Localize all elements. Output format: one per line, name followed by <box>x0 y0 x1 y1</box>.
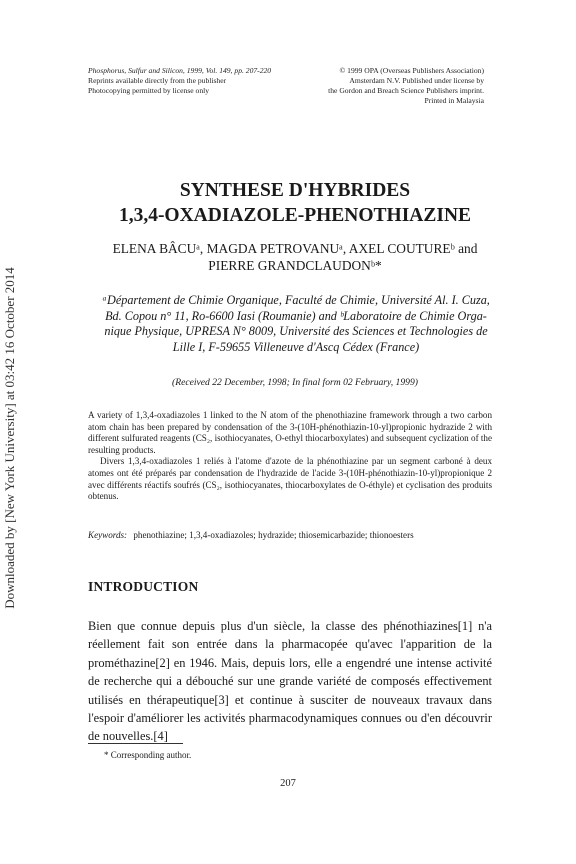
footnote: * Corresponding author. <box>104 750 192 760</box>
abstract <box>88 410 492 503</box>
affiliation-line: Lille I, F-59655 Villeneuve d'Ascq Cédex (France) <box>172 339 420 354</box>
introduction-paragraph: Bien que connue depuis plus d'un siècle, la classe des phénothiazines[1] n'a réellement fait son entrée dans la pharmacopée qu'avec l'apparition de la prométhazine[2] en 1946. Mais, depuis lors, elle a engendré une intense activité de recherche qui a débouché sur une grande variété de composés effectivement utilisés en thérapeutique[3] et continue à susciter de nouveaux travaux dans l'espoir d'améliorer les activités pharmacodynamiques connues ou d'en découvrir de nouvelles.[4] <box>88 619 492 744</box>
keywords-label: Keywords: <box>88 530 128 540</box>
article-title <box>60 178 530 228</box>
affiliation-line: Bd. Copou n° 11, Ro-6600 Iasi (Roumanie) and ᵇLaboratoire de Chimie Orga- <box>105 308 487 323</box>
copyright-line: © 1999 OPA (Overseas Publishers Association) <box>339 66 484 75</box>
introduction-body <box>88 617 492 746</box>
abstract-french: Divers 1,3,4-oxadiazoles 1 reliés à l'atome d'azote de la phénothiazine par un segment carboné à deux atomes ont été préparés par condensation de l'hydrazide de l'acide 3-(10H-phénothiazin-10-yl)propionique 2 avec différents réactifs soufrés (CS₂, isothiocyanates, thiocarboxylates de O-éthyle) et cyclisation des produits obtenus. <box>88 456 492 502</box>
journal-citation: Phosphorus, Sulfur and Silicon, 1999, Vol. 149, pp. 207-220 <box>88 66 272 75</box>
section-heading: INTRODUCTION <box>88 579 199 594</box>
reprints-note: Reprints available directly from the publisher <box>88 76 227 85</box>
footnote-divider <box>88 743 183 744</box>
author-list <box>70 240 520 274</box>
title-line-2: 1,3,4-OXADIAZOLE-PHENOTHIAZINE <box>118 205 472 226</box>
printed-in-line: Printed in Malaysia <box>424 96 484 105</box>
imprint-line: the Gordon and Breach Science Publishers imprint. <box>328 86 484 95</box>
publisher-line: Amsterdam N.V. Published under license by <box>349 76 484 85</box>
affiliations <box>78 293 514 355</box>
title-line-1: SYNTHESE D'HYBRIDES <box>179 180 411 201</box>
journal-citation-header <box>88 66 271 96</box>
download-watermark: Downloaded by [New York University] at 03:42 16 October 2014 <box>2 267 17 609</box>
copyright-header <box>328 66 484 106</box>
authors-line-1: ELENA BÂCUᵃ, MAGDA PETROVANUᵃ, AXEL COUTUREᵇ and <box>112 241 478 256</box>
photocopy-note: Photocopying permitted by license only <box>88 86 210 95</box>
affiliation-line: nique Physique, UPRESA N° 8009, Université des Sciences et Technologies de <box>104 324 488 338</box>
page-number: 207 <box>280 778 296 789</box>
keywords-text: phenothiazine; 1,3,4-oxadiazoles; hydrazide; thiosemicarbazide; thionoesters <box>133 530 414 540</box>
abstract-english: A variety of 1,3,4-oxadiazoles 1 linked to the N atom of the phenothiazine framework through a two carbon atom chain has been prepared by condensation of the 3-(10H-phénothiazin-10-yl)propionic hydrazide 2 with different sulfurated reagents (CS₂, isothiocyanates, O-ethyl thiocarboxylates) and subsequent cyclization of the resulting products. <box>88 410 492 455</box>
affiliation-line: ᵃDépartement de Chimie Organique, Faculté de Chimie, Université Al. I. Cuza, <box>102 293 490 307</box>
keywords <box>88 530 508 540</box>
received-dates: (Received 22 December, 1998; In final form 02 February, 1999) <box>172 377 418 388</box>
authors-line-2: PIERRE GRANDCLAUDONᵇ* <box>208 258 382 273</box>
